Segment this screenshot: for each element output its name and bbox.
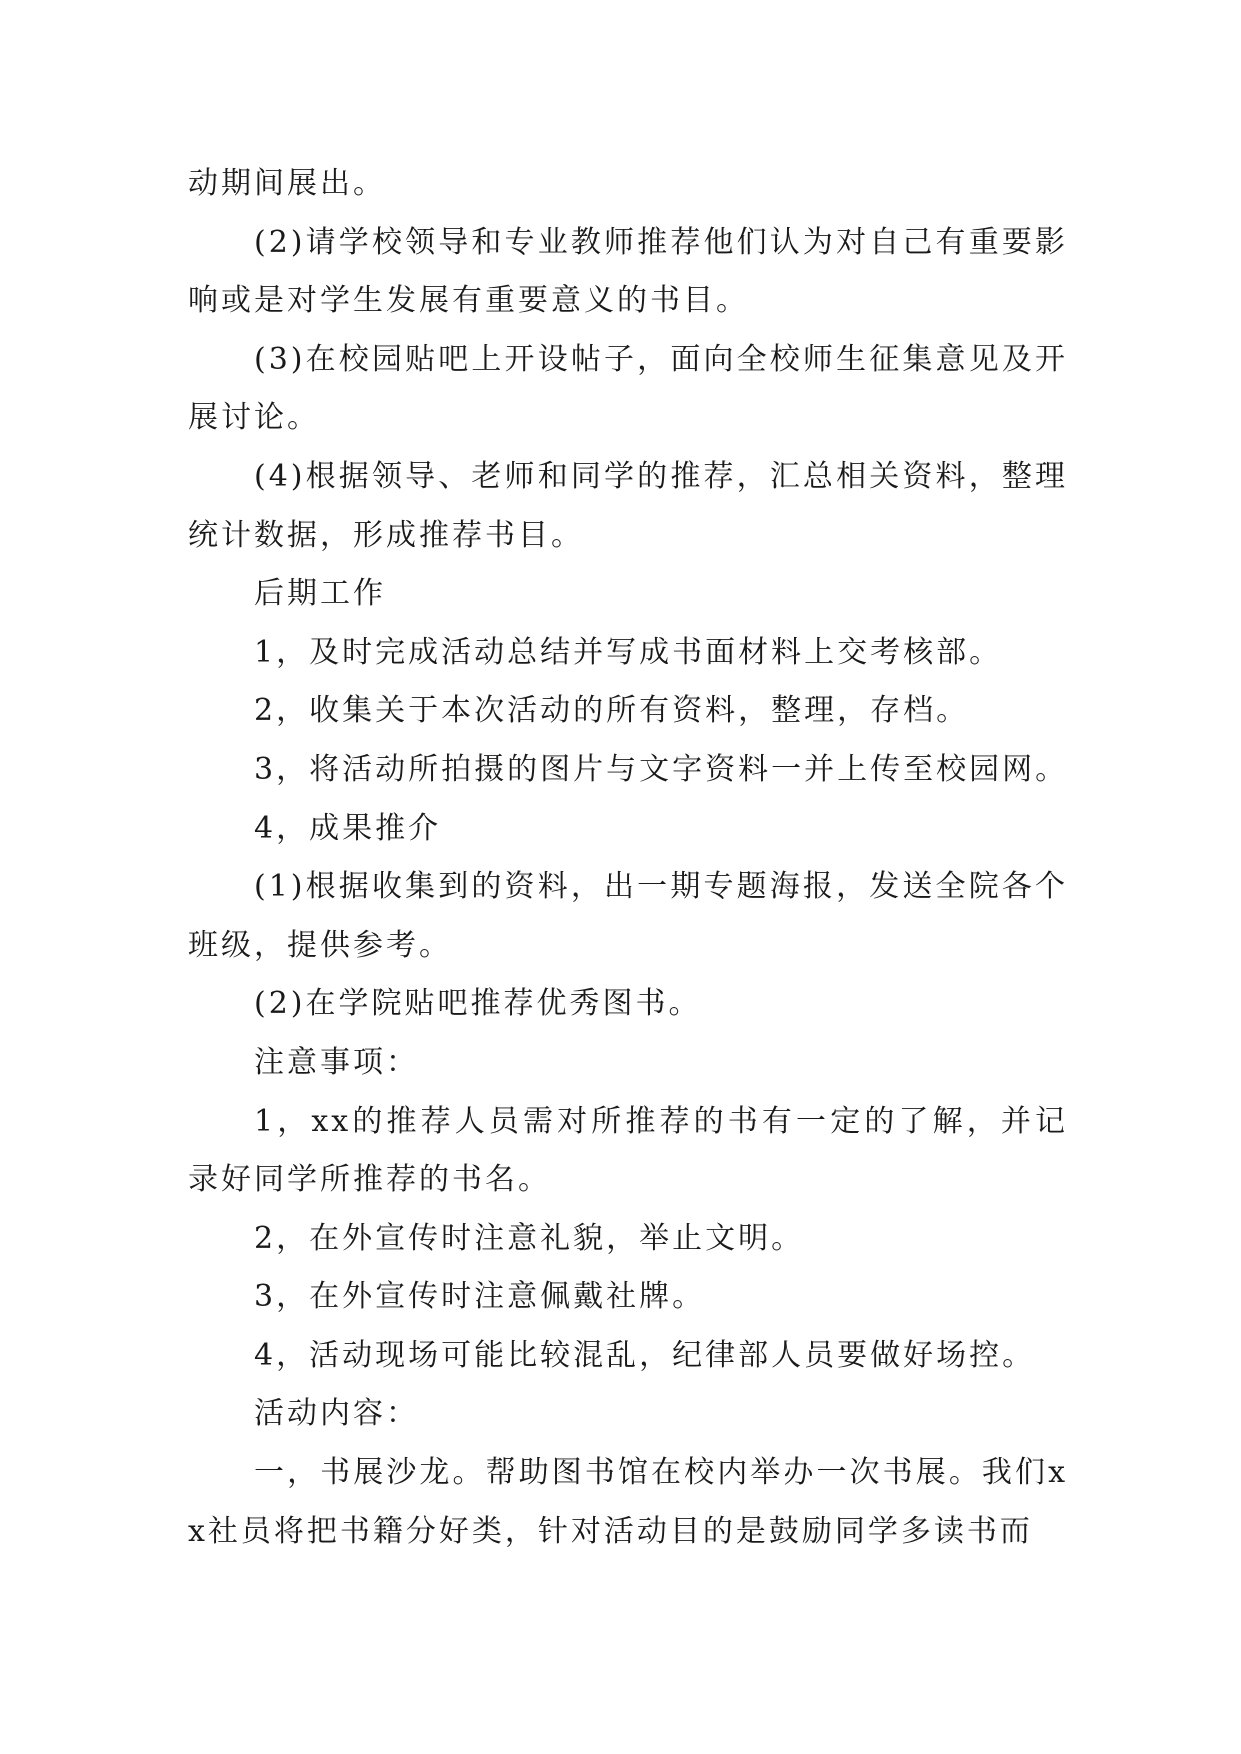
section-heading-content: 活动内容： — [254, 1396, 419, 1432]
document-body — [188, 155, 1068, 1561]
later-work-item-4: 4，成果推介 — [254, 810, 442, 846]
section-heading-later-work: 后期工作 — [254, 576, 386, 612]
later-work-item-2: 2，收集关于本次活动的所有资料，整理，存档。 — [254, 693, 970, 729]
later-work-item-3: 3，将活动所拍摄的图片与文字资料一并上传至校园网。 — [254, 751, 1069, 787]
promotion-item-2: (2)在学院贴吧推荐优秀图书。 — [254, 986, 702, 1022]
paragraph-item-2: (2)请学校领导和专业教师推荐他们认为对自己有重要影响或是对学生发展有重要意义的书目。 — [188, 224, 1068, 319]
notes-item-3: 3，在外宣传时注意佩戴社牌。 — [254, 1279, 706, 1315]
notes-item-4: 4，活动现场可能比较混乱，纪律部人员要做好场控。 — [254, 1337, 1036, 1373]
paragraph-item-3: (3)在校园贴吧上开设帖子，面向全校师生征集意见及开展讨论。 — [188, 341, 1068, 436]
later-work-item-1: 1，及时完成活动总结并写成书面材料上交考核部。 — [254, 634, 1003, 670]
content-item-1: 一，书展沙龙。帮助图书馆在校内举办一次书展。我们xx社员将把书籍分好类，针对活动目的是鼓励同学多读书而 — [188, 1455, 1068, 1549]
paragraph-continuation: 动期间展出。 — [188, 166, 386, 201]
section-heading-notes: 注意事项： — [254, 1044, 419, 1080]
paragraph-item-4: (4)根据领导、老师和同学的推荐，汇总相关资料，整理统计数据，形成推荐书目。 — [188, 458, 1068, 553]
promotion-item-1: (1)根据收集到的资料，出一期专题海报，发送全院各个班级，提供参考。 — [188, 869, 1068, 963]
notes-item-1: 1，xx的推荐人员需对所推荐的书有一定的了解，并记录好同学所推荐的书名。 — [188, 1103, 1068, 1198]
notes-item-2: 2，在外宣传时注意礼貌，举止文明。 — [254, 1220, 805, 1256]
